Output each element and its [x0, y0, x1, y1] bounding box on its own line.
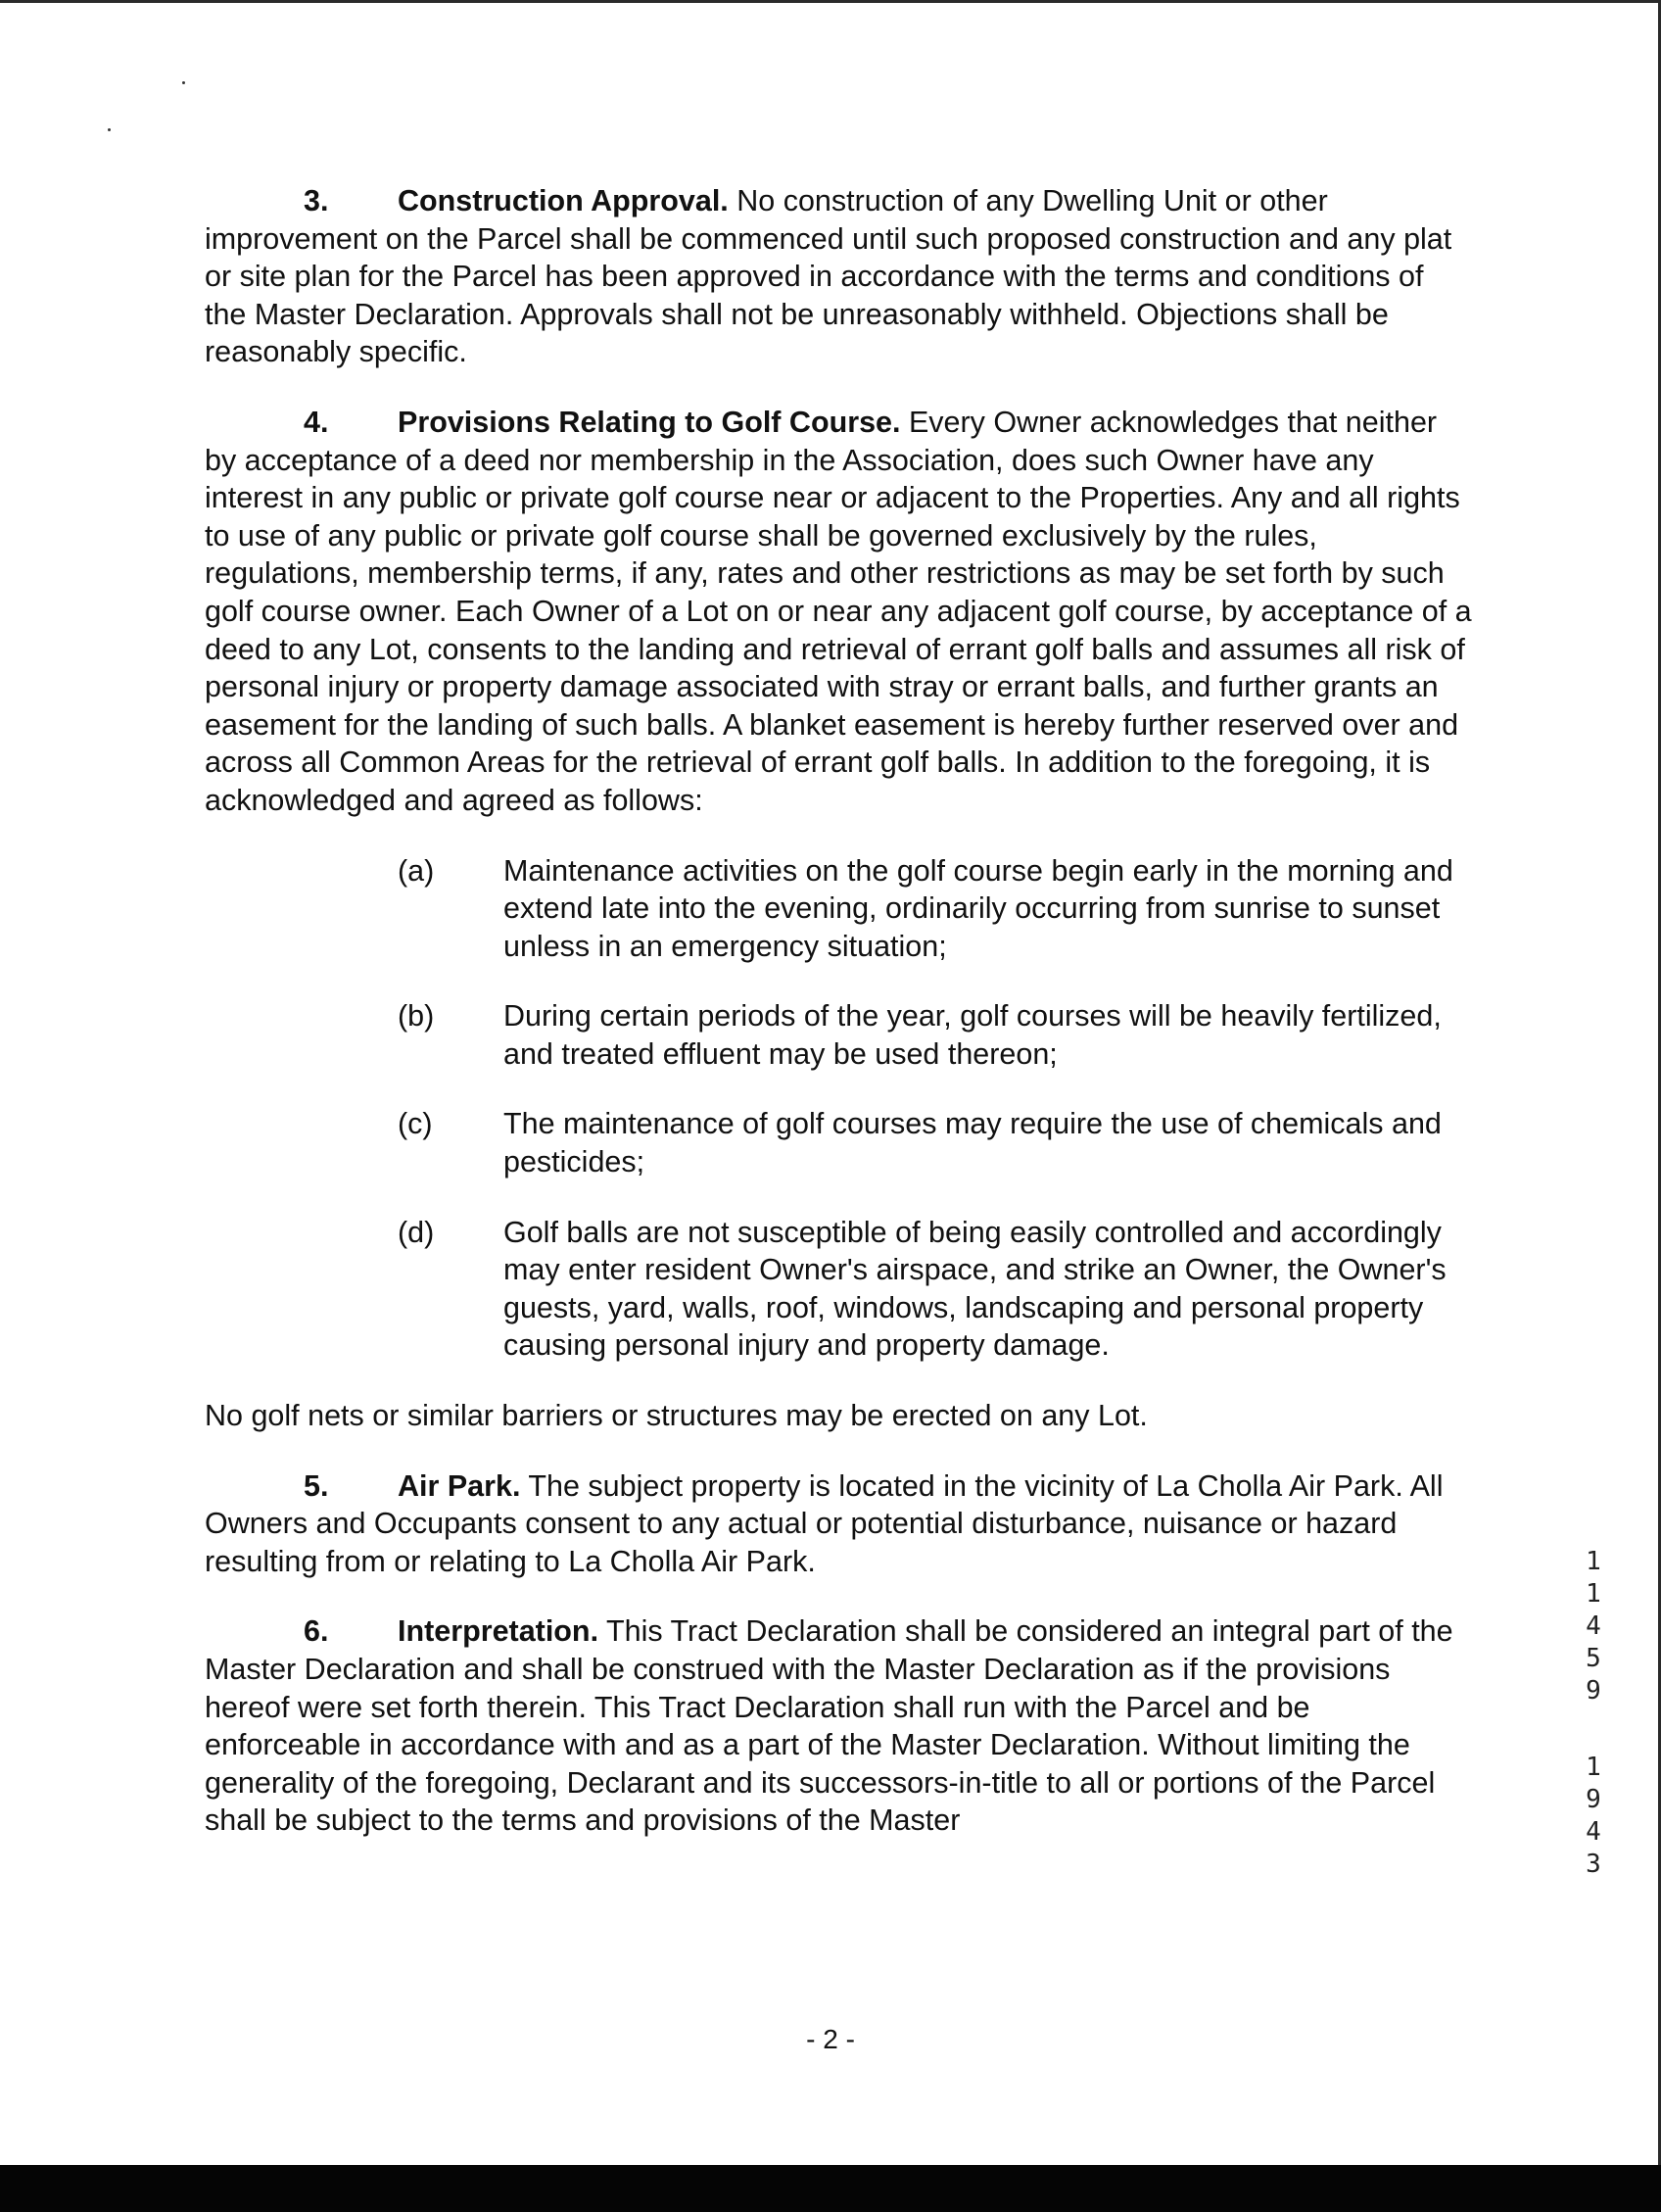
section-5: [205, 1467, 1473, 1581]
scan-speck: [182, 81, 185, 84]
stamp-digit: 3: [1586, 1850, 1601, 1879]
list-item-text: Maintenance activities on the golf course begin early in the morning and extend late into the evening, ordinarily occurring from sunrise to sunset unless in an emergency situation;: [503, 853, 1453, 963]
scan-border-top: [0, 0, 1661, 3]
list-item: [205, 1214, 1473, 1365]
section-3: [205, 182, 1473, 371]
section-number: 6.: [304, 1614, 329, 1649]
section-body: This Tract Declaration shall be considered an integral part of the Master Declaration and shall be construed with the Master Declaration as if the provisions hereof were set forth therein. This Tract Declaration shall run with the Parcel and be enforceable in accordance with and as a part of the Master Declaration. Without limiting the generality of the foregoing, Declarant and its successors-in-title to all or portions of the Parcel shall be subject to the terms and provisions of the Master: [205, 1614, 1453, 1838]
section-body: Every Owner acknowledges that neither by acceptance of a deed nor membership in the Association, does such Owner have any interest in any public or private golf course near or adjacent to the Properties. Any and all rights to use of any public or private golf course shall be governed exclusively by the rules, regulations, membership terms, if any, rates and other restrictions as may be set forth by such golf course owner. Each Owner of a Lot on or near any adjacent golf course, by acceptance of a deed to any Lot, consents to the landing and retrieval of errant golf balls and assumes all risk of personal injury or property damage associated with stray or errant balls, and further grants an easement for the landing of such balls. A blanket easement is hereby further reserved over and across all Common Areas for the retrieval of errant golf balls. In addition to the foregoing, it is acknowledged and agreed as follows:: [205, 405, 1472, 817]
section-heading: Interpretation.: [398, 1614, 599, 1649]
stamp-digit: 9: [1586, 1785, 1601, 1814]
stamp-digit: 5: [1586, 1644, 1601, 1673]
section-body: The subject property is located in the vicinity of La Cholla Air Park. All Owners and Occupants consent to any actual or potential disturbance, nuisance or hazard resulting from or relating to La Cholla Air Park.: [205, 1468, 1444, 1578]
list-item-text: Golf balls are not susceptible of being easily controlled and accordingly may enter resident Owner's airspace, and strike an Owner, the Owner's guests, yard, walls, roof, windows, landscaping and personal property causing personal injury and property damage.: [503, 1215, 1447, 1363]
scan-speck: [108, 128, 111, 131]
list-item: [205, 852, 1473, 966]
list-item: [205, 1105, 1473, 1180]
section-number: 5.: [304, 1468, 329, 1503]
list-item-text: The maintenance of golf courses may require the use of chemicals and pesticides;: [503, 1107, 1442, 1179]
list-item-letter: (d): [398, 1215, 435, 1249]
stamp-digit: 4: [1586, 1817, 1601, 1847]
section-heading: Air Park.: [398, 1468, 521, 1503]
stamp-digit: 9: [1586, 1676, 1601, 1706]
stamp-digit: 1: [1586, 1579, 1601, 1609]
document-body: [205, 182, 1473, 1872]
list-item-text: During certain periods of the year, golf courses will be heavily fertilized, and treated effluent may be used thereon;: [503, 999, 1442, 1071]
list-item-letter: (c): [398, 1107, 433, 1141]
recording-stamp-page: [1579, 1752, 1608, 1881]
golf-acknowledgement-list: [205, 852, 1473, 1366]
list-item: [205, 997, 1473, 1073]
stamp-digit: 1: [1586, 1753, 1601, 1782]
stamp-digit: 1: [1586, 1547, 1601, 1576]
section-number: 3.: [304, 184, 329, 217]
section-number: 4.: [304, 405, 329, 439]
section-4: [205, 404, 1473, 820]
section-6: [205, 1612, 1473, 1840]
scan-border-bottom: [0, 2165, 1661, 2212]
section-heading: Construction Approval.: [398, 184, 729, 217]
list-item-letter: (b): [398, 999, 435, 1034]
stamp-digit: 4: [1586, 1611, 1601, 1641]
page-number: - 2 -: [806, 2024, 855, 2054]
section-4-closing: No golf nets or similar barriers or structures may be erected on any Lot.: [205, 1399, 1148, 1433]
section-heading: Provisions Relating to Golf Course.: [398, 405, 901, 439]
list-item-letter: (a): [398, 853, 435, 888]
recording-stamp-docket: [1579, 1546, 1608, 1707]
section-body: No construction of any Dwelling Unit or other improvement on the Parcel shall be commenced until such proposed construction and any plat or site plan for the Parcel has been approved in accordance with the terms and conditions of the Master Declaration. Approvals shall not be unreasonably withheld. Objections shall be reasonably specific.: [205, 184, 1452, 369]
